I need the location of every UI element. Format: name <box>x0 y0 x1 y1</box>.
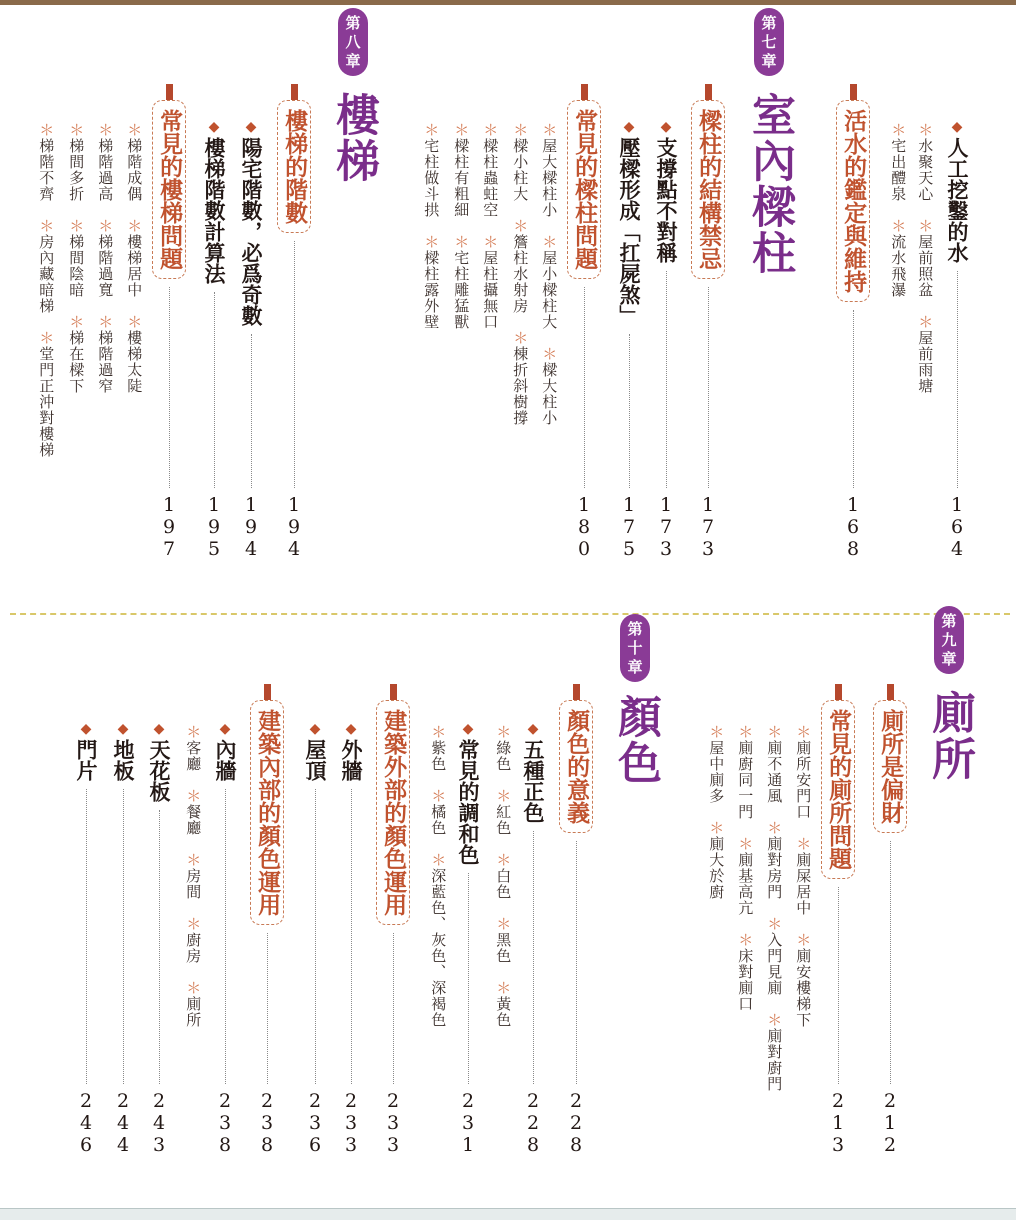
chapter-title: 室內樑柱 <box>744 92 795 276</box>
page-number: 1 9 4 <box>244 494 258 560</box>
section-tick <box>390 684 397 700</box>
dotted-leader <box>315 789 316 1084</box>
chapter-title: 顏色 <box>610 694 661 786</box>
sub-list-louti-1 <box>122 122 146 394</box>
entry-title: 壓樑形成「扛屍煞」 <box>617 137 643 326</box>
page-number: 2 3 3 <box>344 1090 358 1156</box>
toc-entry-menpian[interactable] <box>71 722 101 1156</box>
entry-title: 常見的調和色 <box>456 739 482 865</box>
dotted-leader <box>159 810 160 1084</box>
diamond-bullet-icon: ◆ <box>80 721 92 737</box>
toc-entry-rengong[interactable] <box>942 120 972 560</box>
diamond-bullet-icon: ◆ <box>623 119 635 135</box>
chapter-badge-9: 第 九 章 <box>934 606 964 674</box>
toc-section-changjian-louti[interactable] <box>151 84 187 560</box>
chapter-title: 廁所 <box>924 690 975 782</box>
sub-list-cesuo-3 <box>733 724 757 1012</box>
diamond-bullet-icon: ◆ <box>153 721 165 737</box>
sub-item: ＊樑小柱大 ＊簷柱水射房 ＊棟折斜樹撐 <box>511 122 530 426</box>
section-title-box: 廁所是偏財 <box>873 700 907 833</box>
page-number: 2 3 1 <box>461 1090 475 1156</box>
toc-entry-tiaohe[interactable] <box>453 722 483 1156</box>
entry-title: 陽宅階數，必爲奇數 <box>239 137 265 326</box>
page-number: 1 7 3 <box>701 494 715 560</box>
dotted-leader <box>267 933 268 1084</box>
section-divider <box>10 613 1010 615</box>
section-tick <box>573 684 580 700</box>
page-number: 1 9 5 <box>207 494 221 560</box>
page-number: 2 4 6 <box>79 1090 93 1156</box>
chapter-badge-10: 第 十 章 <box>620 614 650 682</box>
top-border <box>0 0 1016 5</box>
page-number: 1 9 4 <box>287 494 301 560</box>
section-title-box: 常見的樓梯問題 <box>152 100 186 279</box>
bottom-band <box>0 1208 1016 1220</box>
sub-list-louti-2 <box>93 122 117 394</box>
section-title-box: 常見的樑柱問題 <box>567 100 601 279</box>
dotted-leader <box>576 841 577 1084</box>
section-tick <box>264 684 271 700</box>
dotted-leader <box>123 789 124 1084</box>
sub-item: ＊梯階不齊 ＊房內藏暗梯 ＊堂門正沖對樓梯 <box>37 122 56 458</box>
toc-entry-zhicheng[interactable] <box>651 120 681 560</box>
sub-list-liang-2 <box>508 122 532 426</box>
diamond-bullet-icon: ◆ <box>245 119 257 135</box>
diamond-bullet-icon: ◆ <box>345 721 357 737</box>
entry-title: 天花板 <box>147 739 173 802</box>
toc-entry-tianhua[interactable] <box>144 722 174 1156</box>
diamond-bullet-icon: ◆ <box>117 721 129 737</box>
diamond-bullet-icon: ◆ <box>527 721 539 737</box>
sub-list-cesuo-2 <box>762 724 786 1092</box>
entry-title: 內牆 <box>213 739 239 781</box>
chapter-badge-7: 第 七 章 <box>754 8 784 76</box>
dotted-leader <box>584 287 585 488</box>
sub-list-cesuo-1 <box>791 724 815 1028</box>
sub-list-louti-3 <box>64 122 88 394</box>
chapter-title: 樓梯 <box>328 92 379 184</box>
sub-item: ＊紫色 ＊橘色 ＊深藍色、灰色、深褐色 <box>429 724 448 1028</box>
section-title-box: 活水的鑑定與維持 <box>836 100 870 302</box>
dotted-leader <box>225 789 226 1084</box>
toc-section-changjian-liang[interactable] <box>566 84 602 560</box>
toc-entry-waiqiang[interactable] <box>336 722 366 1156</box>
toc-section-piancai[interactable] <box>872 684 908 1156</box>
sub-item: ＊廁廚同一門 ＊廁基高亢 ＊床對廁口 <box>736 724 755 1012</box>
sub-item: ＊水聚天心 ＊屋前照盆 ＊屋前雨塘 <box>916 122 935 394</box>
page-number: 1 6 8 <box>846 494 860 560</box>
sub-list-shengshui <box>886 122 910 298</box>
page-number: 2 2 8 <box>526 1090 540 1156</box>
section-title-box: 建築外部的顏色運用 <box>376 700 410 925</box>
page-number: 2 2 8 <box>569 1090 583 1156</box>
entry-title: 屋頂 <box>303 739 329 781</box>
sub-list-rengong <box>913 122 937 394</box>
section-title-box: 建築內部的顏色運用 <box>250 700 284 925</box>
chapter-title-10[interactable] <box>610 694 660 786</box>
page-number: 2 3 8 <box>218 1090 232 1156</box>
toc-section-yiyi[interactable] <box>558 684 594 1156</box>
toc-section-changjian-cesuo[interactable] <box>820 684 856 1156</box>
toc-entry-diban[interactable] <box>108 722 138 1156</box>
section-tick <box>835 684 842 700</box>
dotted-leader <box>294 241 295 488</box>
section-title-box: 顏色的意義 <box>559 700 593 833</box>
sub-item: ＊廁不通風 ＊廁對房門 ＊入門見廁 ＊廁對廚門 <box>765 724 784 1092</box>
sub-list-louti-4 <box>34 122 58 458</box>
sub-list-tiaohe <box>426 724 450 1028</box>
sub-item: ＊屋大樑柱小 ＊屋小樑柱大 ＊樑大柱小 <box>540 122 559 426</box>
page-number: 1 7 3 <box>659 494 673 560</box>
diamond-bullet-icon: ◆ <box>208 119 220 135</box>
diamond-bullet-icon: ◆ <box>660 119 672 135</box>
sub-item: ＊樑柱有粗細 ＊宅柱雕猛獸 <box>452 122 471 330</box>
section-tick <box>581 84 588 100</box>
chapter-badge-8: 第 八 章 <box>338 8 368 76</box>
page-number: 2 3 8 <box>260 1090 274 1156</box>
page-number: 1 7 5 <box>622 494 636 560</box>
dotted-leader <box>86 789 87 1084</box>
sub-item: ＊梯階過高 ＊梯階過寬 ＊梯階過窄 <box>96 122 115 394</box>
diamond-bullet-icon: ◆ <box>309 721 321 737</box>
sub-list-liang-1 <box>537 122 561 426</box>
entry-title: 人工挖鑿的水 <box>945 137 971 263</box>
sub-item: ＊宅柱做斗拱 ＊樑柱露外壁 <box>422 122 441 330</box>
sub-item: ＊廁所安門口 ＊廁屎居中 ＊廁安樓梯下 <box>794 724 813 1028</box>
dotted-leader <box>214 292 215 488</box>
toc-entry-wuzheng[interactable] <box>518 722 548 1156</box>
page-number: 2 1 3 <box>831 1090 845 1156</box>
sub-item: ＊宅出醴泉 ＊流水飛瀑 <box>889 122 908 298</box>
dotted-leader <box>468 873 469 1084</box>
diamond-bullet-icon: ◆ <box>219 721 231 737</box>
dotted-leader <box>838 887 839 1084</box>
dotted-leader <box>853 310 854 488</box>
section-tick <box>850 84 857 100</box>
toc-entry-yaliang[interactable] <box>614 120 644 560</box>
diamond-bullet-icon: ◆ <box>951 119 963 135</box>
section-tick <box>705 84 712 100</box>
dotted-leader <box>666 271 667 488</box>
sub-item: ＊屋中廁多 ＊廁大於廚 <box>707 724 726 900</box>
toc-section-louti-jieshu[interactable] <box>276 84 312 560</box>
sub-item: ＊綠色 ＊紅色 ＊白色 ＊黑色 ＊黃色 <box>494 724 513 1028</box>
page-number: 1 9 7 <box>162 494 176 560</box>
page-number: 1 6 4 <box>950 494 964 560</box>
dotted-leader <box>251 334 252 488</box>
entry-title: 樓梯階數計算法 <box>202 137 228 284</box>
toc-section-neibu[interactable] <box>249 684 285 1156</box>
chapter-title-7[interactable] <box>744 92 794 276</box>
page-number: 1 8 0 <box>577 494 591 560</box>
page-number: 2 4 3 <box>152 1090 166 1156</box>
section-tick <box>166 84 173 100</box>
sub-item: ＊梯階成偶 ＊樓梯居中 ＊樓梯太陡 <box>125 122 144 394</box>
page-number: 2 4 4 <box>116 1090 130 1156</box>
page-number: 2 3 3 <box>386 1090 400 1156</box>
chapter-title-8[interactable] <box>328 92 378 184</box>
entry-title: 門片 <box>74 739 100 781</box>
section-title-box: 樑柱的結構禁忌 <box>691 100 725 279</box>
sub-list-liang-4 <box>449 122 473 330</box>
sub-list-liang-5 <box>419 122 443 330</box>
toc-section-jiegou[interactable] <box>690 84 726 560</box>
diamond-bullet-icon: ◆ <box>462 721 474 737</box>
section-title-box: 樓梯的階數 <box>277 100 311 233</box>
section-tick <box>291 84 298 100</box>
toc-entry-louti-suanfa[interactable] <box>199 120 229 560</box>
entry-title: 外牆 <box>339 739 365 781</box>
sub-item: ＊客廳 ＊餐廳 ＊房間 ＊廚房 ＊廁所 <box>184 724 203 1028</box>
toc-section-waibu[interactable] <box>375 684 411 1156</box>
dotted-leader <box>708 287 709 488</box>
dotted-leader <box>629 334 630 488</box>
dotted-leader <box>169 287 170 488</box>
toc-entry-neiqiang[interactable] <box>210 722 240 1156</box>
section-title-box: 常見的廁所問題 <box>821 700 855 879</box>
toc-section-huoshui[interactable] <box>835 84 871 560</box>
sub-list-liang-3 <box>478 122 502 330</box>
toc-entry-yangzhai[interactable] <box>236 120 266 560</box>
sub-item: ＊梯間多折 ＊梯間陰暗 ＊梯在樑下 <box>67 122 86 394</box>
sub-item: ＊樑柱蟲蛀空 ＊屋柱攝無口 <box>481 122 500 330</box>
page-number: 2 1 2 <box>883 1090 897 1156</box>
dotted-leader <box>393 933 394 1084</box>
sub-list-neiqiang <box>181 724 205 1028</box>
dotted-leader <box>351 789 352 1084</box>
entry-title: 地板 <box>111 739 137 781</box>
page-number: 2 3 6 <box>308 1090 322 1156</box>
dotted-leader <box>533 831 534 1084</box>
sub-list-cesuo-4 <box>704 724 728 900</box>
sub-list-wuzheng <box>491 724 515 1028</box>
entry-title: 支撐點不對稱 <box>654 137 680 263</box>
toc-entry-wuding[interactable] <box>300 722 330 1156</box>
dotted-leader <box>957 271 958 488</box>
entry-title: 五種正色 <box>521 739 547 823</box>
section-tick <box>887 684 894 700</box>
chapter-title-9[interactable] <box>924 690 974 782</box>
dotted-leader <box>890 841 891 1084</box>
